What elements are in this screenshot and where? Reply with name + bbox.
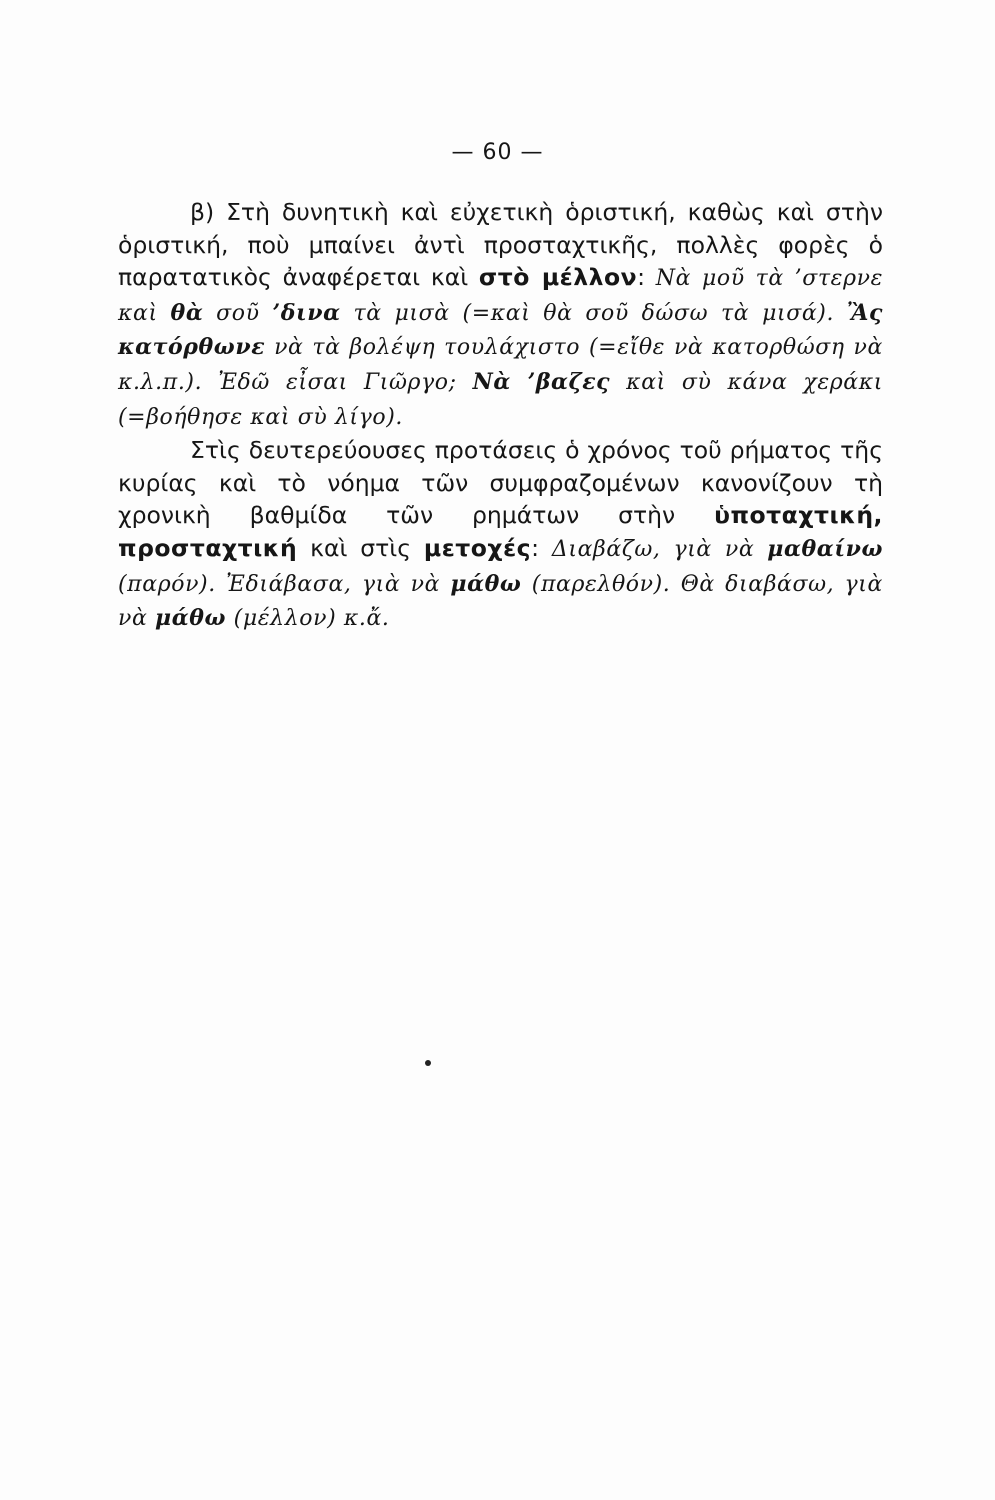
paragraph-2-run: : — [531, 533, 552, 562]
paragraph-2-run: Στὶς δευτερεύουσες προτάσεις ὁ χρόνος τοῦ ρήματος τῆς κυρίας καὶ τὸ νόημα τῶν συμφραζομένων κανονίζουν τὴ χρονικὴ βαθμίδα τῶν ρημάτων στὴν — [118, 436, 883, 530]
paragraph-1-run: στὸ μέλλον — [478, 263, 638, 292]
paragraph-2-run: μάθω — [450, 570, 522, 597]
paragraph-1-run: Ἂς κατόρθωνε — [118, 299, 884, 361]
paragraph-1-run: καὶ σὺ κάνα χεράκι (=βοήθησε καὶ σὺ λίγο). — [118, 369, 883, 430]
paragraph-subordinate-clauses — [118, 434, 883, 636]
paragraph-2-run: (παρελθόν). Θὰ διαβάσω, γιὰ νὰ — [118, 571, 883, 632]
paragraph-2-run: Διαβάζω, γιὰ νὰ — [551, 536, 768, 562]
paragraph-2-run: (παρόν). Ἐδιάβασα, γιὰ νὰ — [118, 571, 451, 597]
paragraph-1-run: β) Στὴ δυνητικὴ καὶ εὐχετικὴ ὁριστική, καθὼς καὶ στὴν ὁριστική, ποὺ μπαίνει ἀντὶ προσταχτικῆς, πολλὲς φορὲς ὁ παρατατικὸς ἀναφέρεται καὶ — [118, 198, 883, 292]
paragraph-1-run: τὰ μισὰ (=καὶ θὰ σοῦ δώσω τὰ μισά). — [340, 300, 847, 326]
paragraph-2-run: μαθαίνω — [767, 535, 883, 562]
body-text — [118, 196, 883, 636]
stray-dot — [425, 1060, 431, 1066]
paragraph-1-run: Νὰ μοῦ τὰ ’στερνε καὶ — [118, 266, 883, 326]
paragraph-1-run: ’δινα — [272, 299, 341, 326]
paragraph-1-run: : — [637, 263, 656, 292]
paragraph-2-run: μετοχές — [423, 533, 532, 562]
paragraph-1-run: θὰ — [170, 299, 204, 326]
paragraph-conditional-optative — [118, 196, 883, 434]
paragraph-2-run: μάθω — [155, 605, 227, 632]
paragraph-2-run: ὑποταχτική, προσταχτική — [118, 501, 883, 562]
paragraph-1-run: σοῦ — [203, 300, 273, 326]
paragraph-1-run: νὰ τὰ βολέψη τουλάχιστο (=εἴθε νὰ κατορθώση νὰ κ.λ.π.). Ἐδῶ εἶσαι Γιῶργο; — [118, 335, 883, 395]
paragraph-2-run: καὶ στὶς — [297, 533, 424, 562]
paragraph-1-run: Νὰ ’βαζες — [472, 368, 611, 395]
paragraph-2-run: (μέλλον) κ.ἄ. — [226, 606, 390, 632]
page-number: — 60 — — [451, 140, 544, 165]
